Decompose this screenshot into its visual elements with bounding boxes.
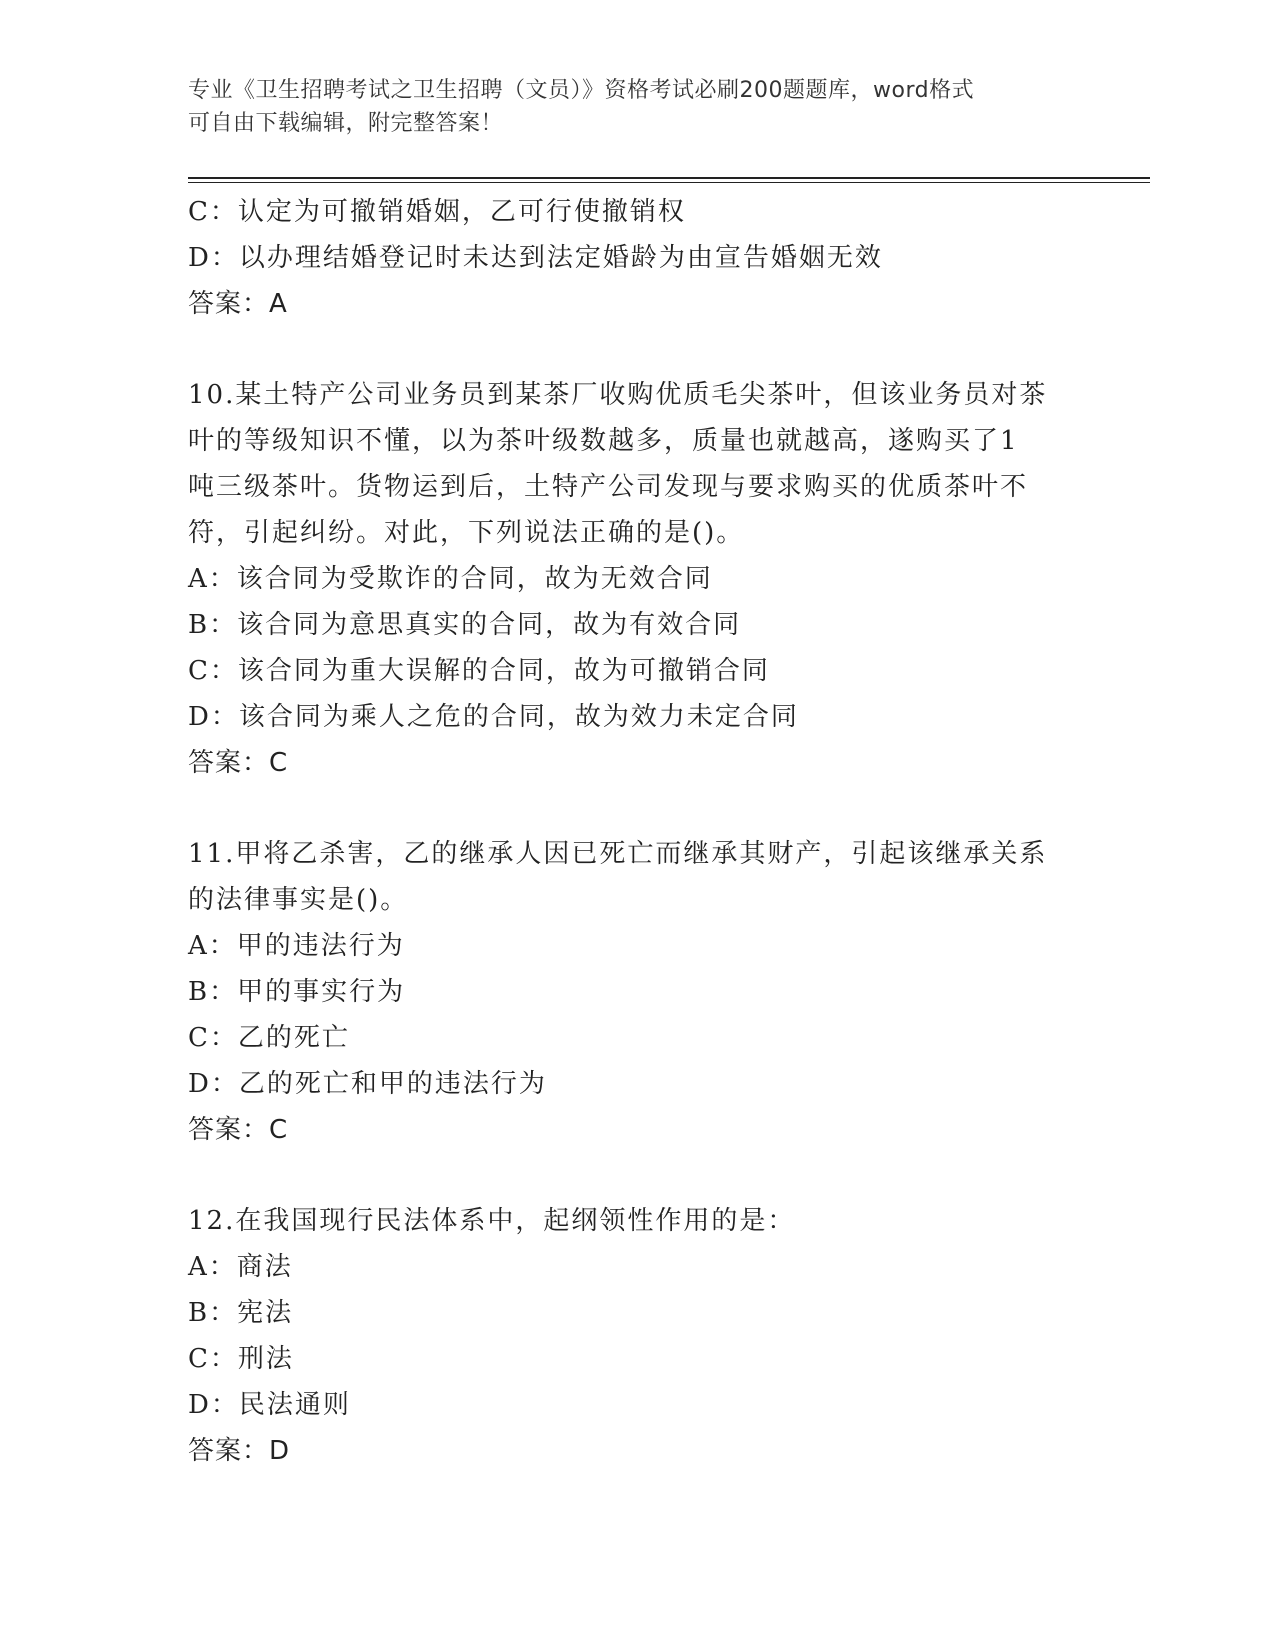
question-text-line: 10.某土特产公司业务员到某茶厂收购优质毛尖茶叶，但该业务员对茶 <box>188 380 1048 410</box>
option-a: A：该合同为受欺诈的合同，故为无效合同 <box>188 564 713 594</box>
option-c: C：认定为可撤销婚姻，乙可行使撤销权 <box>188 197 686 227</box>
spacer <box>188 327 1088 372</box>
document-header <box>188 74 1068 140</box>
answer-line: 答案：D <box>188 1436 291 1466</box>
question-block-11 <box>188 831 1088 1153</box>
header-divider-thick <box>188 177 1150 179</box>
option-d: D：乙的死亡和甲的违法行为 <box>188 1069 547 1099</box>
answer-line: 答案：C <box>188 1115 289 1145</box>
question-text-line: 11.甲将乙杀害，乙的继承人因已死亡而继承其财产，引起该继承关系 <box>188 839 1048 869</box>
answer-line: 答案：C <box>188 748 289 778</box>
question-text-line: 的法律事实是()。 <box>188 885 409 915</box>
question-text-line: 叶的等级知识不懂，以为茶叶级数越多，质量也就越高，遂购买了1 <box>188 426 1019 456</box>
header-divider-thin <box>188 182 1150 183</box>
option-a: A：甲的违法行为 <box>188 931 405 961</box>
question-text-line: 12.在我国现行民法体系中，起纲领性作用的是： <box>188 1206 796 1236</box>
answer-line: 答案：A <box>188 289 288 319</box>
question-text-line: 符，引起纠纷。对此，下列说法正确的是()。 <box>188 518 745 548</box>
question-list <box>188 189 1088 1474</box>
spacer <box>188 786 1088 831</box>
option-c: C：乙的死亡 <box>188 1023 350 1053</box>
header-line-1: 专业《卫生招聘考试之卫生招聘（文员）》资格考试必刷200题题库，word格式 <box>188 78 975 103</box>
option-b: B：该合同为意思真实的合同，故为有效合同 <box>188 610 742 640</box>
spacer <box>188 1153 1088 1198</box>
question-block-9-tail <box>188 189 1088 327</box>
option-c: C：刑法 <box>188 1344 294 1374</box>
option-d: D：以办理结婚登记时未达到法定婚龄为由宣告婚姻无效 <box>188 243 883 273</box>
option-b: B：宪法 <box>188 1298 294 1328</box>
option-d: D：该合同为乘人之危的合同，故为效力未定合同 <box>188 702 799 732</box>
option-d: D：民法通则 <box>188 1390 351 1420</box>
option-b: B：甲的事实行为 <box>188 977 406 1007</box>
question-block-10 <box>188 372 1088 786</box>
question-text-line: 吨三级茶叶。货物运到后，土特产公司发现与要求购买的优质茶叶不 <box>188 472 1029 502</box>
question-block-12 <box>188 1198 1088 1474</box>
option-c: C：该合同为重大误解的合同，故为可撤销合同 <box>188 656 770 686</box>
header-line-2: 可自由下载编辑，附完整答案！ <box>188 111 504 136</box>
option-a: A：商法 <box>188 1252 293 1282</box>
